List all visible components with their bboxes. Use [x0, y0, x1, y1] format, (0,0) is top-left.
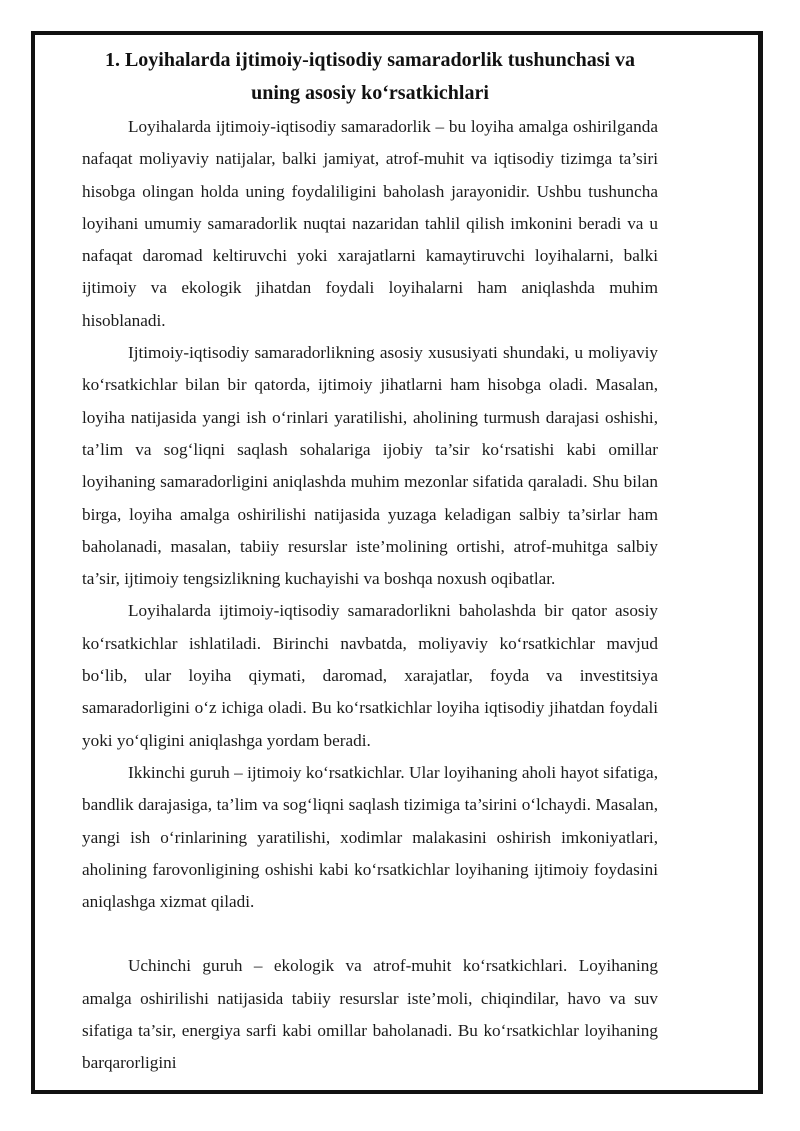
paragraph-1: Loyihalarda ijtimoiy-iqtisodiy samaradorlik – bu loyiha amalga oshirilganda nafaqat moliyaviy natijalar, balki jamiyat, atrof-muhit va iqtisodiy tizimga ta’siri hisobga olingan holda uning foydaliligini baholash jarayonidir. Ushbu tushuncha loyihani umumiy samaradorlik nuqtai nazaridan tahlil qilish imkonini beradi va u nafaqat daromad keltiruvchi yoki xarajatlarni kamaytiruvchi loyihalarni, balki ijtimoiy va ekologik jihatdan foydali loyihalarni ham aniqlashda muhim hisoblanadi.: [82, 117, 658, 330]
paragraph-4: Ikkinchi guruh – ijtimoiy ko‘rsatkichlar. Ular loyihaning aholi hayot sifatiga, bandlik darajasiga, ta’lim va sog‘liqni saqlash tizimiga ta’sirini o‘lchaydi. Masalan, yangi ish o‘rinlarining yaratilishi, xodimlar malakasini oshirish imkoniyatlari, aholining farovonligining oshishi kabi ko‘rsatkichlar loyihaning ijtimoiy foydasini aniqlashga xizmat qiladi.: [82, 762, 658, 912]
paragraph-3: Loyihalarda ijtimoiy-iqtisodiy samaradorlikni baholashda bir qator asosiy ko‘rsatkichlar ishlatiladi. Birinchi navbatda, moliyaviy ko‘rsatkichlar mavjud bo‘lib, ular loyiha qiymati, daromad, xarajatlar, foyda va investitsiya samaradorligini o‘z ichiga oladi. Bu ko‘rsatkichlar loyiha iqtisodiy jihatdan foydali yoki yo‘qligini aniqlashga yordam beradi.: [82, 601, 658, 750]
paragraph-2: Ijtimoiy-iqtisodiy samaradorlikning asosiy xususiyati shundaki, u moliyaviy ko‘rsatkichlar bilan bir qatorda, ijtimoiy jihatlarni ham hisobga oladi. Masalan, loyiha natijasida yangi ish o‘rinlari yaratilishi, aholining turmush darajasi oshishi, ta’lim va sog‘liqni saqlash sohalariga ijobiy ta’sir ko‘rsatishi kabi omillar loyihaning samaradorligini aniqlashda muhim mezonlar sifatida qaraladi. Shu bilan birga, loyiha amalga oshirilishi natijasida yuzaga keladigan salbiy ta’sirlar ham baholanadi, masalan, tabiiy resurslar iste’molining ortishi, atrof-muhitga salbiy ta’sir, ijtimoiy tengsizlikning kuchayishi va boshqa noxush oqibatlar.: [82, 343, 658, 589]
paragraph-5: Uchinchi guruh – ekologik va atrof-muhit ko‘rsatkichlari. Loyihaning amalga oshirilishi natijasida tabiiy resurslar iste’moli, chiqindilar, havo va suv sifatiga ta’sir, energiya sarfi kabi omillar baholanadi. Bu ko‘rsatkichlar loyihaning barqarorligini: [82, 956, 658, 1073]
title-block: [82, 44, 658, 110]
document-body: [82, 44, 658, 1080]
section-title: 1. Loyihalarda ijtimoiy-iqtisodiy samaradorlik tushunchasi va uning asosiy ko‘rsatkichlari: [104, 49, 636, 104]
blank-line: [82, 918, 658, 950]
